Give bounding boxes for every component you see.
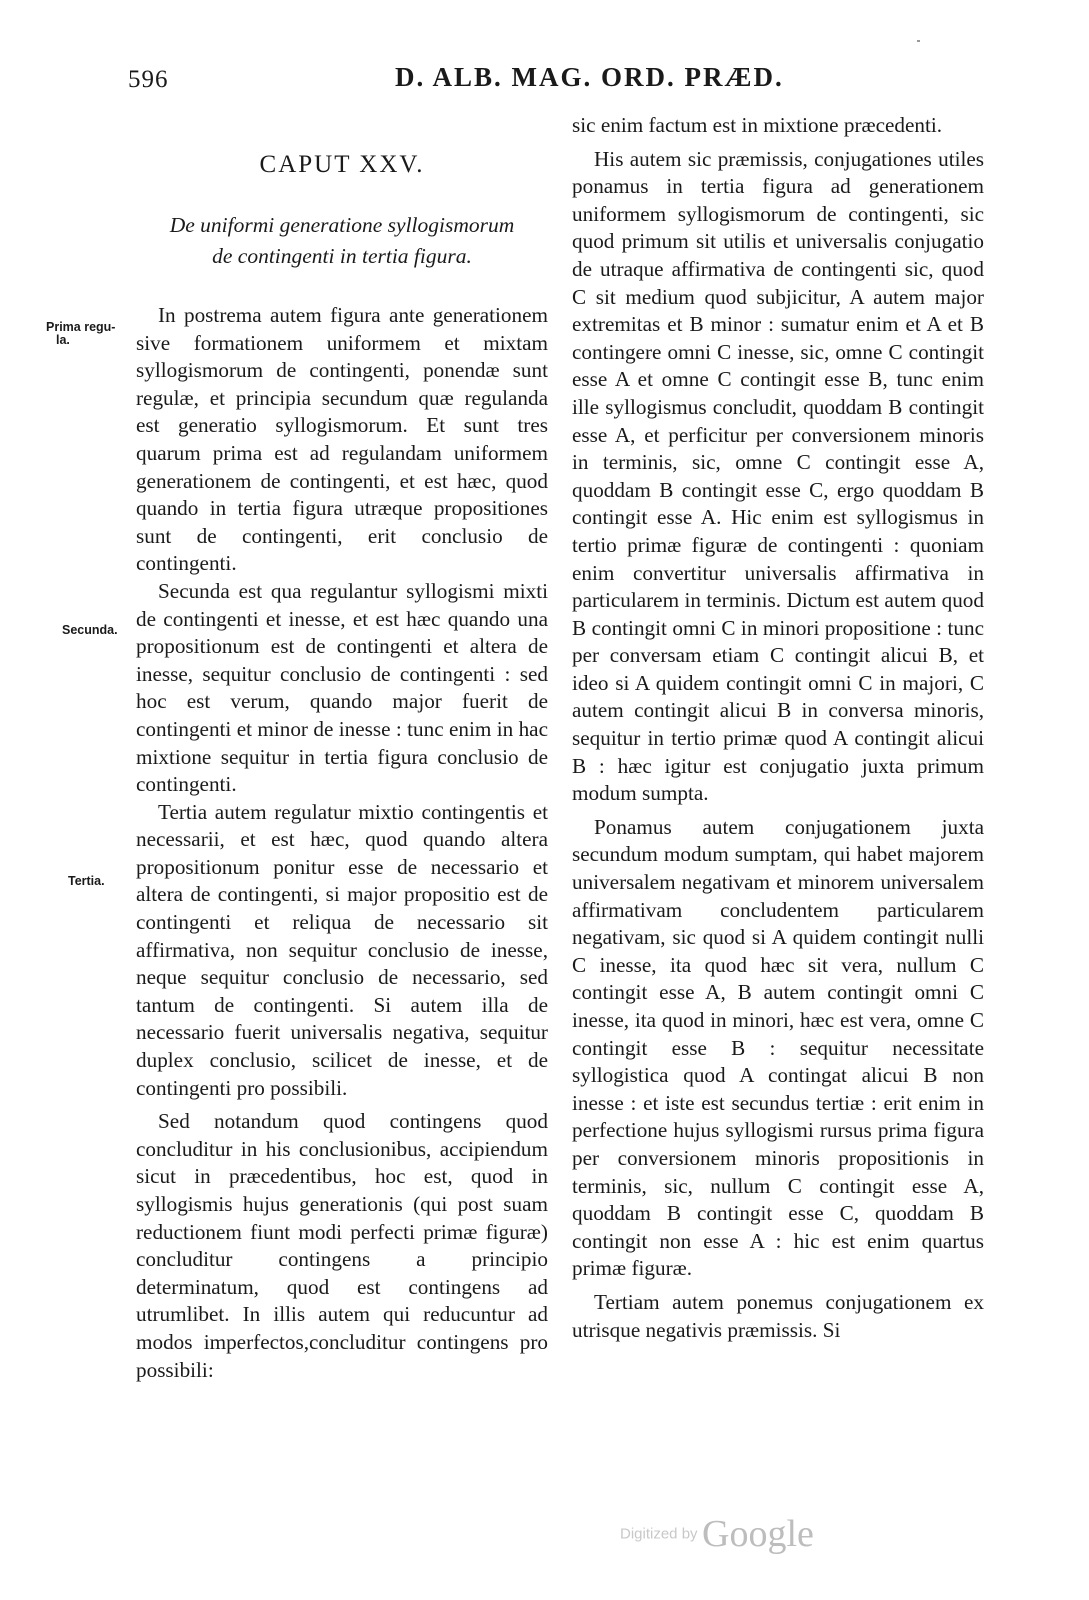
margin-note-tertia: Tertia. [68,874,105,888]
margin-note-prima-line2: la. [56,333,70,347]
chapter-subtitle [136,210,548,272]
running-head: D. ALB. MAG. ORD. PRÆD. [395,62,784,92]
chapter-subtitle-line1: De uniformi generatione syllogismorum [169,213,515,237]
left-column [136,112,548,1384]
right-column [572,112,984,1344]
paragraph-prima-regula: In postrema autem figura ante generationem sive formationem uniformem et mixtam syllogismorum de contingenti, ponendæ sunt regulæ, et principia secundum quæ regulanda est generatio syllogismorum. Et sunt tres quarum prima est ad regulandam uniformem generationem de contingenti, et est hæc, quod quando in tertia figura utræque propositiones sunt de contingenti, erit conclusio de contingenti. [136,303,548,576]
paragraph-secunda: Secunda est qua regulantur syllogismi mixti de contingenti et inesse, et est hæc quando una propositionum est de contingenti et altera de inesse, sequitur conclusio de contingenti : sed hoc est verum, quando major fuerit de contingenti et minor de inesse : tunc enim in hac mixtione sequitur in tertia figura conclusio de contingenti. [136,578,548,797]
margin-note-secunda: Secunda. [62,623,118,637]
chapter-title: CAPUT XXV. [259,151,425,178]
margin-note-prima [46,321,115,347]
page-number: 596 [128,66,169,93]
digitized-watermark [620,1512,814,1556]
watermark-prefix: Digitized by [620,1525,698,1543]
page-header [0,62,1089,106]
scan-speck [917,40,920,42]
paragraph-continuation: sic enim factum est in mixtione præcedenti. [572,113,943,137]
paragraph-ponamus: Ponamus autem conjugationem juxta secundum modum sumptam, qui habet majorem universalem negativam et minorem universalem affirmativam concludentem particularem negativam, sic quod si A quidem contingit nulli C inesse, ita quod hæc sit vera, nullum C contingit esse A, B autem contingit omni C inesse, ita quod in minori, hæc est vera, omne C contingit esse B : sequitur necessitate syllogistica quod A contingat alicui B non inesse : et iste est secundus tertiæ : erit enim in perfectione hujus syllogismi rursus prima figura per conversionem minoris propositionis in terminis, sic, nullum C contingit esse A, quoddam B contingit esse C, quoddam B contingit non esse A : hic est enim quartus primæ figuræ. [572,814,984,1281]
paragraph-his-autem: His autem sic præmissis, conjugationes utiles ponamus in tertia figura ad generationem uniformem syllogismorum de contingenti, sic quod primum sit utilis et universalis conjugatio de utraque affirmativa de contingenti sic, quod C sit medium quod subjicitur, A autem major extremitas et B minor : sumatur enim et A et B contingere omni C inesse, sic, omne C contingit esse A et omne C contingit esse B, tunc enim ille syllogismus concludit, quoddam B contingit esse A, et perficitur per conversionem minoris in terminis, sic, omne C contingit esse A, quoddam B contingit esse C, ergo quoddam B contingit esse A. Hic enim est syllogismus in tertio primæ figuræ de contingenti : quoniam enim convertitur universalis affirmativa in particularem in terminis. Dictum est autem quod B contingit omni C in minori propositione : tunc per conversam etiam C contingit alicui B, et ideo si A quidem contingit omni C in majori, C autem contingit alicui B in conversa minoris, sequitur in tertio primæ quod A contingit alicui B : hæc igitur est conjugatio juxta primum modum sumpta. [572,146,984,806]
google-logo: Google [702,1513,814,1555]
chapter-subtitle-line2: de contingenti in tertia figura. [212,244,472,268]
paragraph-sed-notandum: Sed notandum quod contingens quod concluditur in his conclusionibus, accipiendum sicut in præcedentibus, hoc est, quod in syllogismis hujus generationis (qui post suam reductionem fiunt modi perfecti primæ figuræ) concluditur contingens a principio determinatum, quod est contingens ad utrumlibet. In illis autem qui reducuntur ad modos imperfectos,concluditur contingens pro possibili: [136,1109,548,1382]
paragraph-tertiam: Tertiam autem ponemus conjugationem ex utrisque negativis præmissis. Si [572,1289,984,1342]
margin-note-prima-line1: Prima regu- [46,320,116,334]
paragraph-tertia: Tertia autem regulatur mixtio contingentis et necessarii, et est hæc, quod quando altera propositionum ponitur esse de necessario et altera de contingenti, si major propositio est de contingenti et reliqua de necessario sit affirmativa, non sequitur conclusio de inesse, neque sequitur conclusio de necessario, sed tantum de contingenti. Si autem illa de necessario fuerit universalis negativa, sequitur duplex conclusio, scilicet de inesse, et de contingenti pro possibili. [136,799,548,1100]
